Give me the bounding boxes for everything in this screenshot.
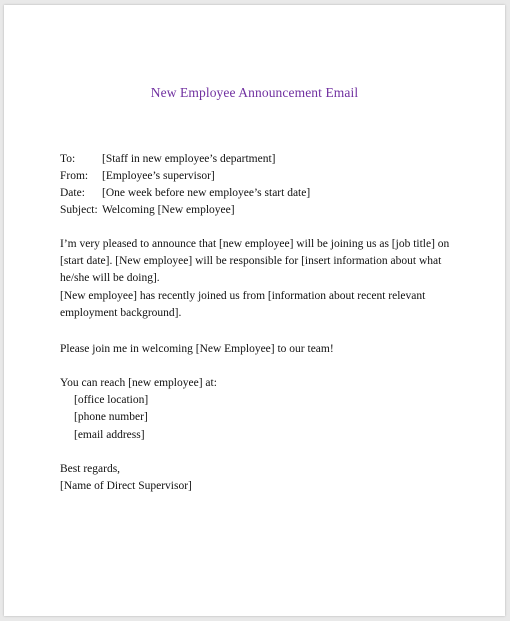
header-date-value: [One week before new employee’s start date]	[102, 187, 311, 199]
header-subject-label: Subject:	[60, 204, 98, 216]
closing-text: Best regards,	[60, 463, 121, 475]
header-date-label: Date:	[60, 187, 85, 199]
body-paragraph-2: [New employee] has recently joined us from [information about recent relevant employment background].	[60, 290, 426, 319]
contact-phone-number: [phone number]	[74, 411, 148, 423]
header-subject-row	[60, 203, 235, 217]
body-paragraph-3: Please join me in welcoming [New Employee] to our team!	[60, 343, 334, 355]
header-from-label: From:	[60, 170, 89, 182]
header-date-row	[60, 186, 310, 200]
header-from-row	[60, 169, 215, 183]
contact-intro: You can reach [new employee] at:	[60, 377, 217, 389]
contact-email-address: [email address]	[74, 429, 145, 441]
header-to-label: To:	[60, 153, 76, 165]
document-title: New Employee Announcement Email	[150, 85, 359, 100]
header-from-value: [Employee’s supervisor]	[102, 170, 215, 182]
document-page	[4, 5, 505, 616]
body-paragraph-1: I’m very pleased to announce that [new employee] will be joining us as [job title] on [start date]. [New employee] will be responsible for [insert information about what he/she will be doing].	[60, 238, 450, 284]
header-subject-value: Welcoming [New employee]	[102, 204, 235, 216]
header-to-row	[60, 152, 276, 166]
contact-office-location: [office location]	[74, 394, 149, 406]
header-to-value: [Staff in new employee’s department]	[102, 153, 276, 165]
signature-text: [Name of Direct Supervisor]	[60, 480, 192, 492]
